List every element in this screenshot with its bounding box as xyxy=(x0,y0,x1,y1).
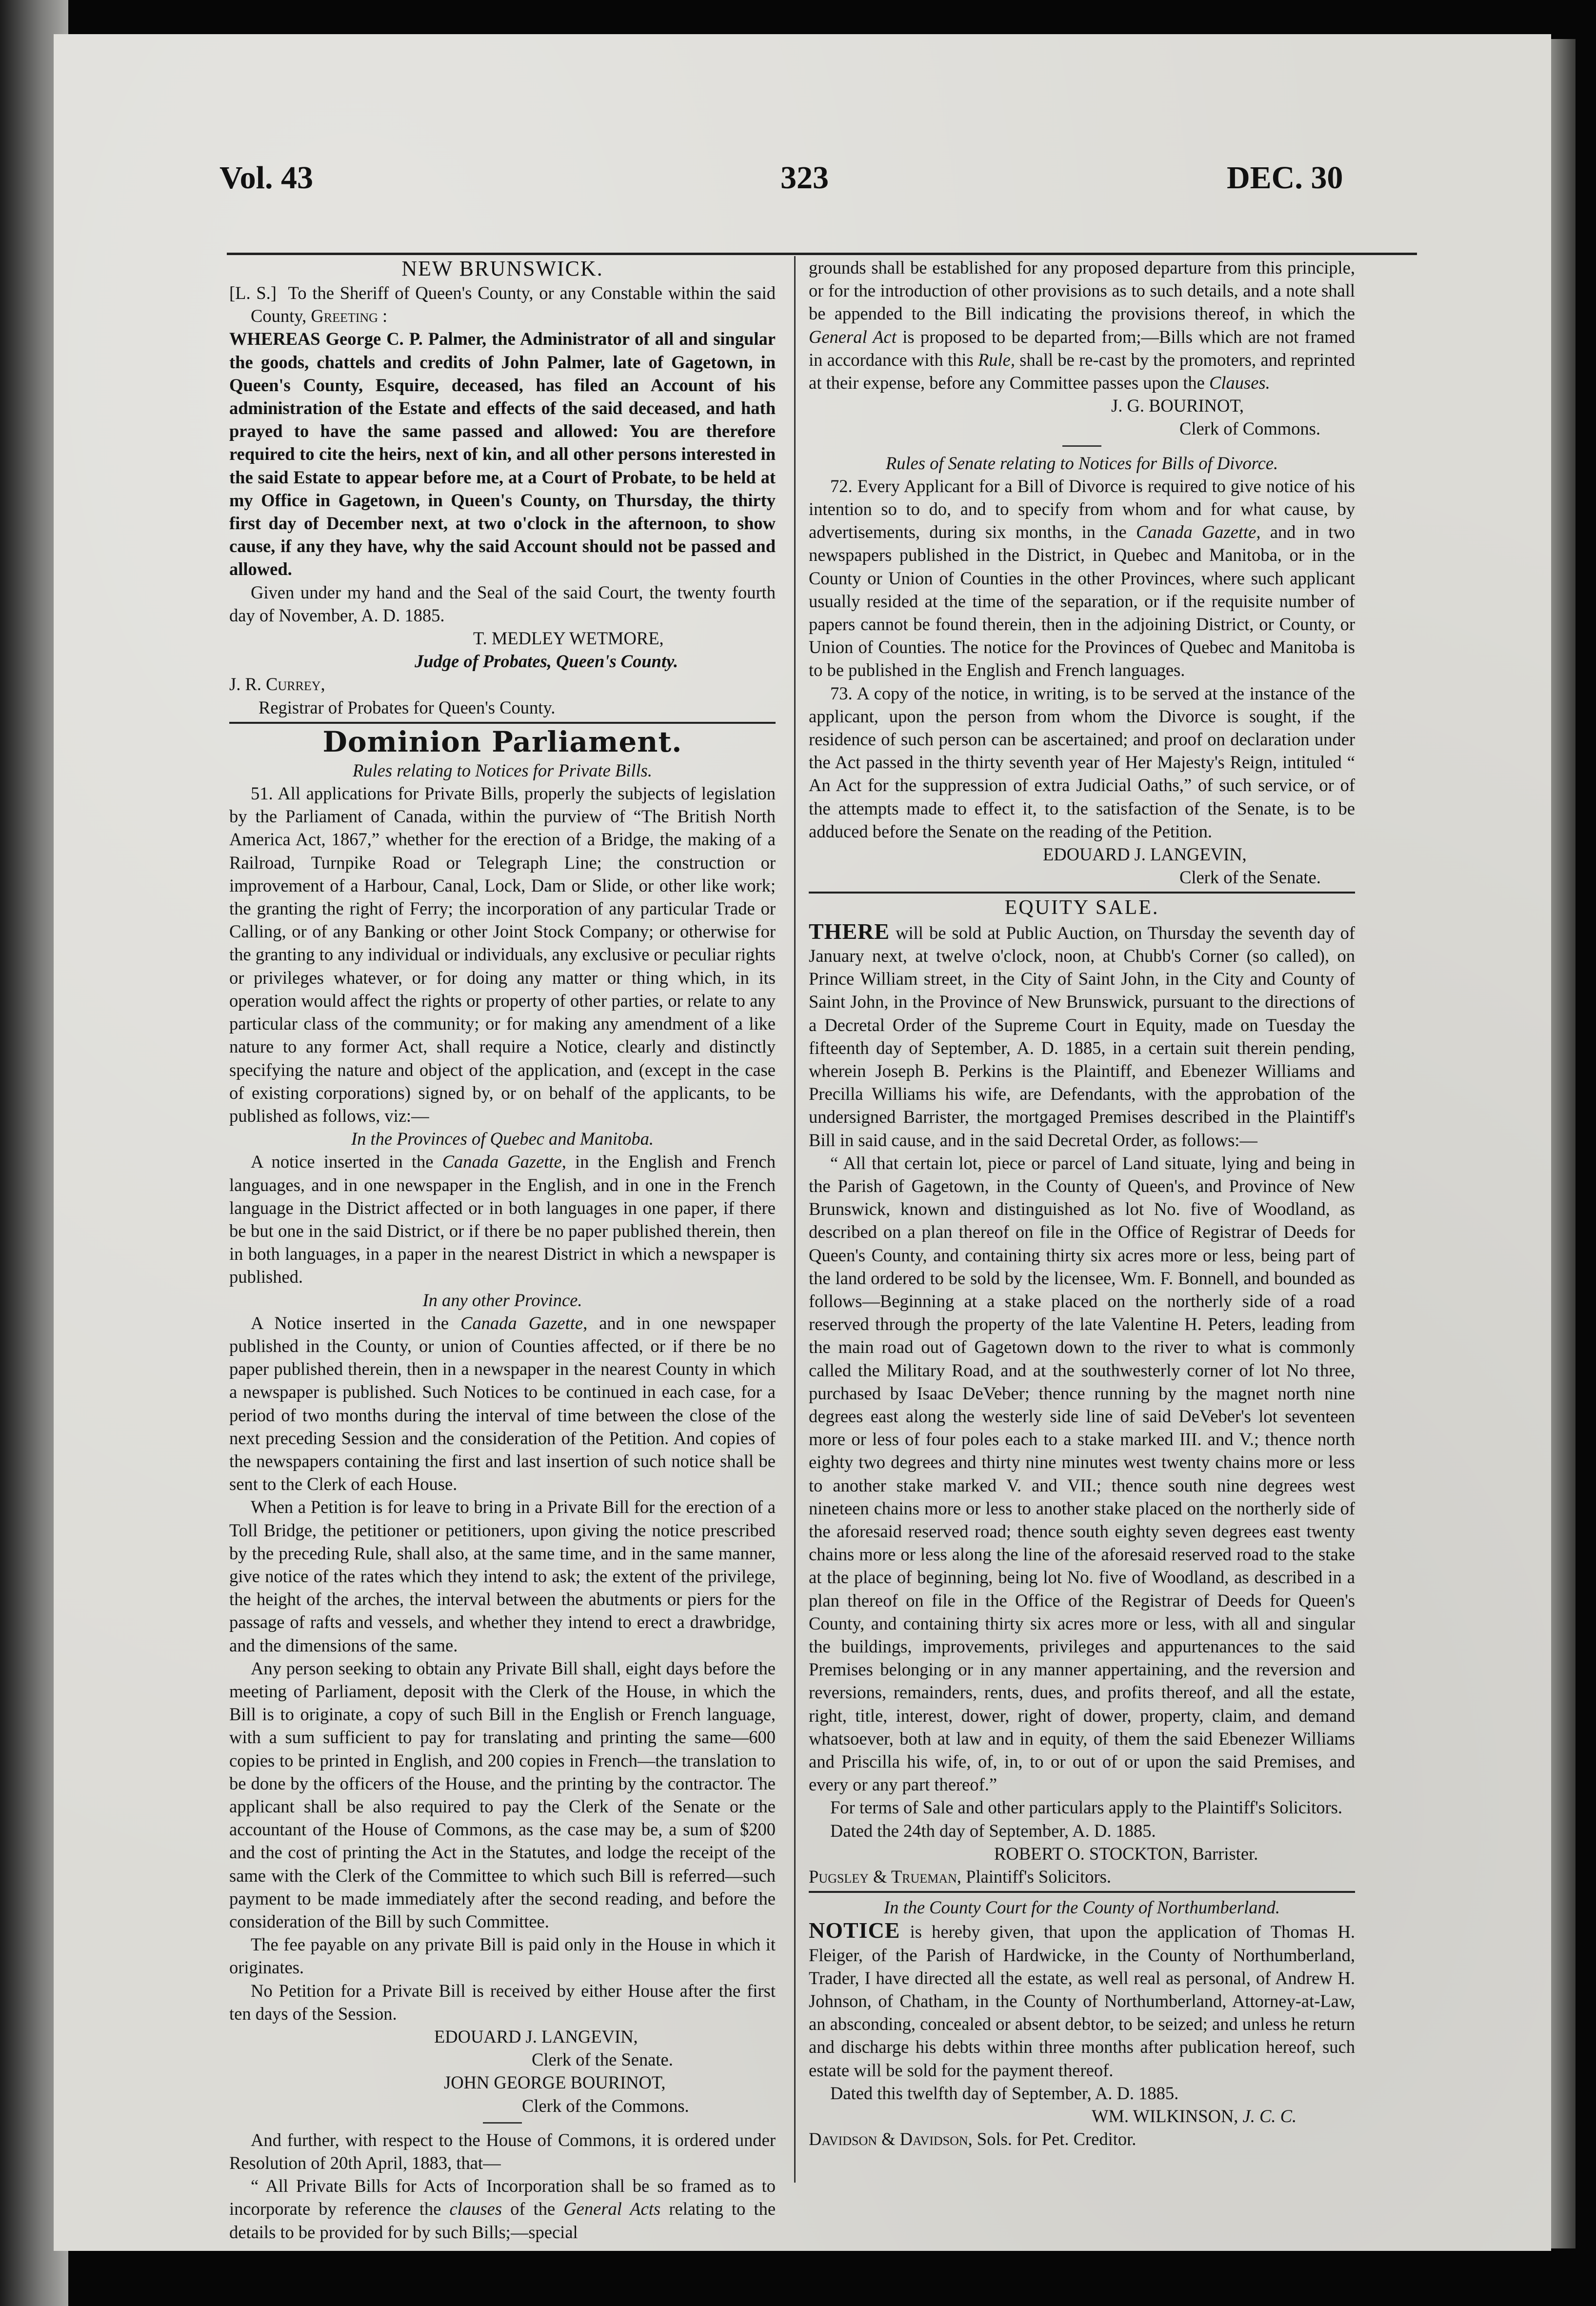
whereas-text: George C. P. Palmer, the Administrator of all and singular the goods, chattels and credits of John Palmer, late of Gagetown, in Queen's County, Esquire, deceased, has filed an Account of his administration of the Estate and effects of the said deceased, and hath prayed to have the same passed and allowed: You are therefore required to cite the heirs, next of kin, and all other persons interested in the said Estate to appear before me, at a Court of Probate, to be held at my Office in Gagetown, in Queen's County, on Thursday, the thirty first day of December next, at two o'clock in the afternoon, to show cause, if any they have, why the said Account should not be passed and allowed. xyxy=(229,329,776,579)
commons-clerk-title: Clerk of Commons. xyxy=(1179,418,1320,439)
rule-73: 73. A copy of the notice, in writing, is to be served at the instance of the applicant, upon the person from whom the Divorce is sought, if the residence of such person can be ascertained; and proof on declaration under the Act passed in the thirty seventh year of Her Majesty's Reign, intituled “ An Act for the suppression of extra Judicial Oaths,” of such service, or of the attempts made to effect it, to the satisfaction of the Senate, is to be adduced before the Senate on the reading of the Petition. xyxy=(809,683,1355,841)
northumberland-notice xyxy=(809,1896,1355,2150)
solicitor-title: Plaintiff's Solicitors. xyxy=(966,1867,1111,1887)
divorce-rules-notice xyxy=(809,452,1355,889)
commons-rule-continuation xyxy=(809,256,1355,440)
section-rule xyxy=(809,892,1355,894)
judge-title: J. C. C. xyxy=(1242,2106,1297,2127)
equity-sale-title: EQUITY SALE. xyxy=(1004,896,1159,919)
further-order: And further, with respect to the House of Commons, it is ordered under Resolution of 20th April, 1883, that— xyxy=(229,2129,776,2173)
general-acts-term: General Acts xyxy=(563,2199,661,2219)
issue-date: DEC. 30 xyxy=(1227,160,1343,196)
other-province-heading: In any other Province. xyxy=(422,1290,582,1310)
short-rule xyxy=(483,2122,522,2124)
short-rule xyxy=(1062,445,1101,447)
fee-rule: The fee payable on any private Bill is paid only in the House in which it originates. xyxy=(229,1934,776,1978)
general-act-term: General Act xyxy=(809,326,897,347)
petitioner-solicitors xyxy=(809,2127,1355,2150)
senate-clerk-name: EDOUARD J. LANGEVIN, xyxy=(434,2027,638,2047)
text-run: A Notice inserted in the xyxy=(251,1312,449,1333)
continuation-text xyxy=(809,256,1355,394)
rule-term: Rule, xyxy=(978,349,1015,370)
text-run: and in one newspaper published in the County, or union of Counties affected, or if there be no paper published therein, then in a newspaper in the nearest County in which a newspaper is published. Such Notices to be continued in each case, for a period of two months during the interval of time between the close of the next preceding Session and the consideration of the Petition. And copies of the newspapers containing the first and last insertion of such notice shall be sent to the Clerk of each House. xyxy=(229,1312,776,1494)
newspaper-page xyxy=(54,34,1551,2251)
column-divider xyxy=(794,256,796,2183)
text-run: and in two newspapers published in the District, in Quebec and Manitoba, or in the County or Union of Counties in the other Provinces, where such applicant usually resided at the time of the separation, or if the requisite number of papers cannot be found therein, then in the adjoining District, or County, or Union of Counties. The notice for the Provinces of Quebec and Manitoba is to be published in the English and French languages. xyxy=(809,522,1356,680)
whereas-lead: WHEREAS xyxy=(229,329,320,349)
text-run: is hereby given, that upon the application of Thomas H. Fleiger, of the Parish of Hardwicke, in the County of Northumberland, Trader, I have directed all the estate, as well real as personal, of Andrew H. Johnson, of Chatham, in the County of Northumberland, Attorney-at-Law, an absconding, concealed or absent debtor, to be seized; and unless he return and discharge his debts within three months after publication hereof, such estate will be sold for the payment thereof. xyxy=(809,1922,1355,2080)
solicitor-names: Pugsley & Trueman, xyxy=(809,1867,961,1887)
greeting: Greeting : xyxy=(311,306,388,326)
equity-sale-body xyxy=(809,920,1355,1152)
text-run: A notice inserted in the xyxy=(251,1152,434,1172)
whereas-paragraph xyxy=(229,327,776,580)
solicitor-names: Davidson & Davidson, xyxy=(809,2129,973,2149)
text-run: shall be re-cast by the promoters, and reprinted at their expense, before any Committee passes upon the xyxy=(809,349,1355,393)
text-run: will be sold at Public Auction, on Thursday the seventh day of January next, at twelve o'clock, noon, at Chubb's Corner (so called), on Prince William street, in the City of Saint John, in the City and County of Saint John, in the Province of New Brunswick, pursuant to the directions of a Decretal Order of the Supreme Court in Equity, made on Tuesday the fifteenth day of September, A. D. 1885, in a certain suit therein pending, wherein Joseph B. Perkins is the Plaintiff, and Ebenezer Williams and Precilla Williams his wife, are Defendants, with the approbation of the undersigned Barrister, the mortgaged Premises described in the Plaintiff's Bill in said cause, and in the said Decretal Order, as follows:— xyxy=(809,922,1356,1150)
equity-sale-notice xyxy=(809,896,1355,1888)
gazette-name: Canada Gazette, xyxy=(442,1152,566,1172)
senate-clerk-title: Clerk of the Senate. xyxy=(532,2049,673,2070)
gazette-name: Canada Gazette, xyxy=(1136,522,1261,542)
text-run: is proposed to be departed from;—Bills which are not framed in accordance with this xyxy=(809,326,1355,370)
terms-of-sale: For terms of Sale and other particulars apply to the Plaintiff's Solicitors. xyxy=(830,1797,1343,1818)
judge-name: T. MEDLEY WETMORE, xyxy=(473,628,664,649)
text-run: in the English and French languages, and in one newspaper in the English, and in one in the French language in the District affected or in both languages in one paper, if there be but one in the said District, or if there be no paper published therein, then in both languages, in a paper in the nearest District in which a newspaper is published. xyxy=(229,1152,776,1287)
registrar-title: Registrar of Probates for Queen's County. xyxy=(259,697,556,717)
text-run: relating to the details to be provided for by such Bills;—special xyxy=(229,2199,776,2242)
senate-clerk-title: Clerk of the Senate. xyxy=(1179,867,1321,888)
clauses-term: clauses xyxy=(449,2199,502,2219)
seal-mark: [L. S.] xyxy=(229,283,277,303)
text-run: grounds shall be established for any proposed departure from this principle, or for the introduction of other provisions as to such details, and a note shall be appended to the Bill indicating the provisions thereof, in which the xyxy=(809,258,1355,324)
page-number: 323 xyxy=(780,160,829,196)
clauses-term: Clauses. xyxy=(1209,373,1270,393)
section-subtitle: Rules relating to Notices for Private Bills. xyxy=(352,760,652,780)
incorporation-quote xyxy=(229,2174,776,2244)
lead-word: NOTICE xyxy=(809,1918,900,1943)
address-text: To the Sheriff of Queen's County, or any Constable within the said County, xyxy=(251,283,776,326)
commons-clerk-name: JOHN GEORGE BOURINOT, xyxy=(444,2072,666,2093)
given-under-hand: Given under my hand and the Seal of the said Court, the twenty fourth day of November, A. D. 1885. xyxy=(229,582,776,625)
right-column xyxy=(809,256,1355,2150)
text-run: “ All Private Bills for Acts of Incorporation shall be so framed as to incorporate by reference the xyxy=(229,2176,776,2219)
divorce-heading: Rules of Senate relating to Notices for Bills of Divorce. xyxy=(885,453,1278,473)
text-run: of the xyxy=(510,2199,556,2219)
property-description: “ All that certain lot, piece or parcel of Land situate, lying and being in the Parish of Gagetown, in the County of Queen's, and Province of New Brunswick, known and distinguished as lot No. five of Woodland, as described on a plan thereof on file in the Office of Registrar of Deeds for Queen's County, and containing thirty six acres more or less, being part of the land ordered to be sold by the licensee, Wm. F. Bonnell, and bounded as follows—Beginning at a stake placed on the northerly side of a road reserved through the property of the late Valentine H. Peters, leading from the main road out of Gagetown down to the river to what is commonly called the Military Road, and at the southwesterly corner of lot No three, purchased by Isaac DeVeber; thence running by the magnet north nine degrees east along the westerly side line of said DeVeber's lot seventeen more or less of four poles each to a stake marked III. and V.; thence north eighty two degrees and thirty nine minutes west twenty chains more or less to another stake marked V. and VII.; thence south nine degrees west nineteen chains more or less to another stake placed on the northerly side of the aforesaid reserved road; thence south eighty seven degrees east twenty chains more or less along the line of the aforesaid reserved road to the stake at the place of beginning, being lot No. five of Woodland, as described in a plan thereof on file in the Office of the Registrar of Deeds for Queen's County, and containing thirty six acres more or less, with all and singular the buildings, improvements, privileges and appurtenances to the said Premises belonging or in any manner appertaining, and the reversion and reversions, remainders, rents, dues, and profits thereof, and all the estate, right, title, interest, dower, right of dower, property, claim, and demand whatsoever, both at law and in equity, of them the said Ebenezer Williams and Priscilla his wife, of, in, to or out of or upon the said Premises, and every or any part thereof.” xyxy=(809,1153,1355,1795)
citation-address xyxy=(229,281,776,327)
barrister-name: ROBERT O. STOCKTON, Barrister. xyxy=(994,1843,1258,1864)
gazette-name: Canada Gazette, xyxy=(460,1312,588,1333)
solicitor-title: Sols. for Pet. Creditor. xyxy=(977,2129,1137,2149)
registrar-name: J. R. Currey, xyxy=(229,674,325,695)
judge-title: Judge of Probates, Queen's County. xyxy=(415,651,678,672)
dominion-parliament-notice xyxy=(229,727,776,2244)
other-province-text xyxy=(229,1312,776,1496)
page-edge-strip xyxy=(1551,39,1576,2248)
deposit-rule: Any person seeking to obtain any Private Bill shall, eight days before the meeting of Parliament, deposit with the Clerk of the House, in which the Bill is to originate, a copy of such Bill in the English or French language, with a sum sufficient to pay for translating and printing the same—600 copies to be printed in English, and 200 copies in French—the translation to be done by the officers of the House, and the printing by the contractor. The applicant shall be also required to pay the Clerk of the Senate or the accountant of the House of Commons, as the case may be, a sum of $200 and the cost of printing the Act in the Statutes, and lodge the receipt of the same with the Clerk of the Committee to which such Bill is referred—such payment to be made immediately after the second reading, and before the consideration of the Bill by such Committee. xyxy=(229,1658,776,1932)
quebec-manitoba-heading: In the Provinces of Quebec and Manitoba. xyxy=(351,1129,654,1149)
rule-51: 51. All applications for Private Bills, properly the subjects of legislation by the Parliament of Canada, within the purview of “The British North America Act, 1867,” whether for the erection of a Bridge, the making of a Railroad, Turnpike Road or Telegraph Line; the construction or improvement of a Harbour, Canal, Lock, Dam or Slide, or other like work; the granting the right of Ferry; the incorporation of any particular Trade or Calling, or of any Banking or other Joint Stock Company; or otherwise for the granting to any individual or individuals, any exclusive or peculiar rights or privileges whatever, or for doing any matter or thing which, in its operation would affect the rights or property of other parties, or relate to any particular class of the community; or for making any amendment of a like nature to any former Act, shall require a Notice, clearly and distinctly specifying the nature and object of the application, and (except in the case of existing corporations) signed by, or on behalf of the applicants, to be published as follows, viz:— xyxy=(229,783,776,1126)
toll-bridge-rule: When a Petition is for leave to bring in a Private Bill for the erection of a Toll Bridge, the petitioner or petitioners, upon giving the notice prescribed by the preceding Rule, shall also, at the same time, and in the same manner, give notice of the rates which they intend to ask; the extent of the privilege, the height of the arches, the interval between the abutments or piers for the passage of rafts and vessels, and whether they intend to erect a drawbridge, and the dimensions of the same. xyxy=(229,1497,776,1655)
plaintiff-solicitors xyxy=(809,1865,1355,1888)
commons-clerk-name: J. G. BOURINOT, xyxy=(1111,396,1244,416)
notice-dated: Dated this twelfth day of September, A. D. 1885. xyxy=(830,2083,1179,2103)
senate-clerk-name: EDOUARD J. LANGEVIN, xyxy=(1043,844,1247,865)
notice-title: NEW BRUNSWICK. xyxy=(401,257,603,280)
lead-word: THERE xyxy=(809,918,890,944)
rule-72 xyxy=(809,475,1355,682)
petition-deadline-rule: No Petition for a Private Bill is received by either House after the first ten days of the Session. xyxy=(229,1980,776,2024)
section-rule xyxy=(809,1891,1355,1893)
header-rule xyxy=(227,253,1417,255)
sale-dated: Dated the 24th day of September, A. D. 1885. xyxy=(830,1820,1156,1841)
county-court-heading: In the County Court for the County of Northumberland. xyxy=(883,1897,1280,1918)
quebec-manitoba-text xyxy=(229,1150,776,1288)
judge-name: WM. WILKINSON, xyxy=(1092,2106,1238,2127)
section-rule xyxy=(229,722,776,724)
left-column xyxy=(229,256,776,2244)
section-title: Dominion Parliament. xyxy=(322,725,682,758)
judge-signature xyxy=(809,2105,1355,2127)
text-run: 72. Every Applicant for a Bill of Divorce is required to give notice of his intention so to do, and to specify from whom and for what cause, by advertisements, during six months, in the xyxy=(809,476,1355,542)
notice-body xyxy=(809,1919,1355,2081)
volume-number: Vol. 43 xyxy=(219,160,313,196)
new-brunswick-notice xyxy=(229,256,776,719)
commons-clerk-title: Clerk of the Commons. xyxy=(522,2095,689,2116)
